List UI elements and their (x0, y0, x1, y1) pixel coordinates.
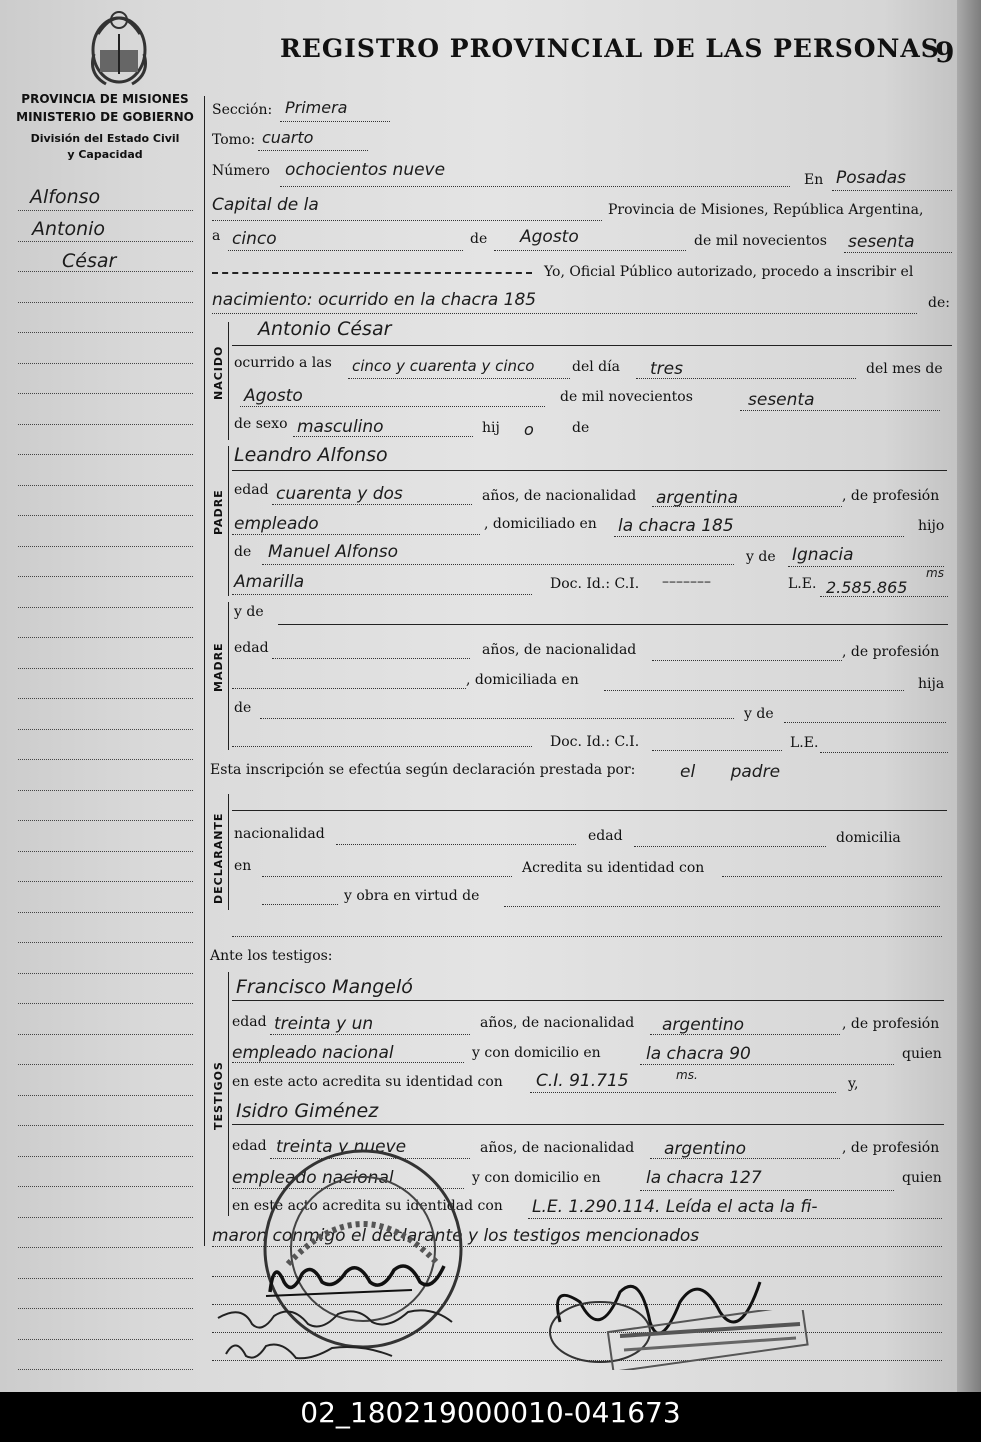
field-line (280, 121, 390, 122)
abuela-value: Ignacia (792, 545, 854, 565)
t1-y-label: y, (848, 1076, 859, 1092)
margin-rule-line (18, 485, 193, 486)
field-line (212, 313, 917, 314)
section-bracket (228, 602, 229, 750)
field-line (228, 250, 463, 251)
margin-rule-line (18, 881, 193, 882)
mes-nac-value: Agosto (244, 386, 303, 406)
sexo-label: de sexo (234, 416, 288, 432)
t1-edad-label: edad (232, 1014, 267, 1030)
ante-testigos-label: Ante los testigos: (210, 948, 333, 964)
margin-rule-line (18, 424, 193, 425)
t2-edad-label: edad (232, 1138, 267, 1154)
t1-quien-label: quien (902, 1046, 942, 1062)
anio-label: de mil novecientos (694, 233, 827, 249)
anio-nac-label: de mil novecientos (560, 389, 693, 405)
capital-value: Capital de la (212, 195, 319, 215)
padre-nombre: Leandro Alfonso (234, 444, 388, 466)
page-title: REGISTRO PROVINCIAL DE LAS PERSONAS (280, 34, 940, 63)
t1-dom-label: y con domicilio en (472, 1045, 601, 1061)
decl-dom-label: domicilia (836, 830, 901, 846)
form-divider (204, 96, 205, 1246)
field-line (272, 658, 470, 659)
padre-le-label: L.E. (788, 576, 817, 592)
field-line (212, 220, 602, 221)
hij-label: hij (482, 420, 500, 436)
margin-rule-line (18, 607, 193, 608)
field-line (262, 904, 338, 905)
field-line (650, 1158, 840, 1159)
t2-nac-label: años, de nacionalidad (480, 1140, 635, 1156)
margin-rule-line (18, 790, 193, 791)
margin-rule-line (18, 1247, 193, 1248)
madre-y-de-label: y de (234, 604, 264, 620)
t2-dom-value: la chacra 127 (646, 1168, 762, 1188)
tomo-value: cuarto (262, 128, 314, 147)
margin-rule-line (18, 454, 193, 455)
field-line (270, 1034, 470, 1035)
ocurrido-label: ocurrido a las (234, 355, 332, 371)
anio-value: sesenta (848, 232, 915, 252)
padre-edad-label: edad (234, 482, 269, 498)
tomo-label: Tomo: (212, 132, 256, 148)
en-label: En (804, 172, 824, 188)
padre-edad-value: cuarenta y dos (276, 484, 403, 504)
declaracion-value: el padre (680, 762, 781, 782)
margin-rule-line (18, 851, 193, 852)
madre-dom-label: , domiciliada en (466, 672, 579, 688)
margin-rule-line (18, 637, 193, 638)
field-line (232, 345, 952, 346)
field-line (652, 750, 782, 751)
margin-rule-line (18, 1156, 193, 1157)
hija-label: hija (918, 676, 945, 692)
field-line (788, 566, 944, 567)
testigos-section-label: TESTIGOS (212, 1061, 225, 1130)
t1-nac-label: años, de nacionalidad (480, 1015, 635, 1031)
margin-rule-line (18, 363, 193, 364)
field-line (232, 534, 480, 535)
abuelo-value: Manuel Alfonso (268, 542, 398, 562)
margin-rule-line (18, 973, 193, 974)
margin-rule-line (18, 759, 193, 760)
padre-ci-value: ––––––– (662, 574, 711, 590)
margin-rule-line (18, 546, 193, 547)
t1-prof-label: , de profesión (842, 1016, 940, 1032)
field-line (212, 272, 532, 274)
seccion-label: Sección: (212, 102, 273, 118)
firmas-testigos-icon (212, 1300, 472, 1368)
padre-prof-label: , de profesión (842, 488, 940, 504)
field-line (232, 746, 532, 747)
coat-of-arms-icon (86, 4, 152, 88)
padre-prof-value: empleado (234, 514, 319, 534)
margin-rule-line (18, 912, 193, 913)
mes-value: Agosto (520, 227, 579, 247)
margin-rule-line (18, 820, 193, 821)
field-line (722, 876, 942, 877)
field-line (262, 876, 512, 877)
field-line (634, 846, 826, 847)
field-line (280, 186, 790, 187)
field-line (262, 564, 734, 565)
field-line (494, 250, 686, 251)
field-line (272, 504, 472, 505)
margin-rule-line (18, 1095, 193, 1096)
hijo-label: hijo (918, 518, 945, 534)
anio-nac-value: sesenta (748, 390, 815, 410)
madre-prof-label: , de profesión (842, 644, 940, 660)
field-line (844, 252, 952, 253)
margin-rule-line (18, 302, 193, 303)
field-line (820, 752, 948, 753)
padre-dom-value: la chacra 185 (618, 516, 734, 536)
margin-rule-line (18, 1278, 193, 1279)
margin-rule-line (18, 576, 193, 577)
sello-funcionario-icon (600, 1310, 820, 1370)
section-bracket (228, 972, 229, 1216)
a-label: a (212, 228, 221, 244)
padre-doc-label: Doc. Id.: C.I. (550, 576, 640, 592)
testigo2-nombre: Isidro Giménez (236, 1100, 379, 1122)
en-value: Posadas (836, 168, 906, 188)
field-line (640, 1190, 894, 1191)
t2-prof-label: , de profesión (842, 1140, 940, 1156)
margin-rule-line (18, 1186, 193, 1187)
numero-label: Número (212, 163, 270, 179)
padre-de-label: de (234, 544, 252, 560)
field-line (740, 410, 940, 411)
numero-value: ochocientos nueve (285, 160, 446, 180)
padre-le-value: 2.585.865 (826, 578, 908, 597)
cierre-value: maron conmigo el declarante y los testigos mencionados (212, 1226, 700, 1246)
margin-given-name-2: César (62, 250, 117, 272)
padre-nac-label: años, de nacionalidad (482, 488, 637, 504)
abuela-value-2: Amarilla (234, 572, 305, 592)
field-line (232, 470, 947, 471)
page-edge (957, 0, 981, 1392)
field-line (832, 190, 952, 191)
section-bracket (228, 794, 229, 910)
testigo1-nombre: Francisco Mangeló (236, 976, 413, 998)
t1-edad-value: treinta y un (274, 1014, 374, 1034)
hora-value: cinco y cuarenta y cinco (352, 357, 535, 375)
madre-edad-label: edad (234, 640, 269, 656)
field-line (528, 1218, 942, 1219)
field-line (652, 506, 842, 507)
field-line (652, 660, 842, 661)
de-nac-label: de (572, 420, 590, 436)
field-line (232, 1124, 944, 1125)
sexo-value: masculino (297, 417, 384, 437)
nacido-section-label: NACIDO (212, 345, 225, 400)
field-line (260, 718, 734, 719)
field-line (336, 844, 576, 845)
decl-edad-label: edad (588, 828, 623, 844)
provincia-label: Provincia de Misiones, República Argentina, (608, 202, 924, 218)
padre-section-label: PADRE (212, 489, 225, 535)
t1-doc-note: ms. (676, 1068, 698, 1082)
field-line (784, 722, 946, 723)
madre-le-label: L.E. (790, 735, 819, 751)
field-line (650, 1034, 840, 1035)
madre-nac-label: años, de nacionalidad (482, 642, 637, 658)
t2-acredita-label: en este acto acredita su identidad con (232, 1198, 503, 1214)
t1-dom-value: la chacra 90 (646, 1044, 751, 1064)
section-bracket (228, 322, 229, 440)
madre-doc-label: Doc. Id.: C.I. (550, 734, 640, 750)
field-line (232, 594, 532, 595)
hij-value: o (524, 420, 534, 439)
field-line (530, 1092, 836, 1093)
field-line (232, 810, 947, 811)
section-bracket (228, 446, 229, 596)
t2-dom-label: y con domicilio en (472, 1170, 601, 1186)
firma-declarante-icon (262, 1252, 452, 1300)
t2-quien-label: quien (902, 1170, 942, 1186)
field-line (348, 378, 570, 379)
field-line (293, 436, 473, 437)
decl-en-label: en (234, 858, 252, 874)
image-id-footer: 02_180219000010-041673 (0, 1392, 981, 1442)
margin-rule-line (18, 1369, 193, 1370)
padre-le-note: ms (926, 566, 944, 580)
margin-rule-line (18, 668, 193, 669)
de-end-label: de: (928, 295, 950, 311)
margin-rule-line (18, 1034, 193, 1035)
t2-nac-value: argentino (664, 1139, 746, 1159)
margin-rule-line (18, 241, 193, 242)
margin-rule-line (18, 271, 193, 272)
field-line (636, 378, 856, 379)
margin-rule-line (18, 729, 193, 730)
hecho-value: nacimiento: ocurrido en la chacra 185 (212, 290, 537, 310)
padre-y-de-label: y de (746, 549, 776, 565)
decl-nac-label: nacionalidad (234, 826, 325, 842)
field-line (614, 536, 904, 537)
oficial-label: Yo, Oficial Público autorizado, procedo a inscribir el (544, 264, 914, 280)
province-label: PROVINCIA DE MISIONES (21, 92, 189, 106)
t1-nac-value: argentino (662, 1015, 744, 1035)
margin-rule-line (18, 1003, 193, 1004)
division-label-2: y Capacidad (67, 148, 143, 161)
margin-given-name: Antonio (32, 218, 106, 240)
margin-rule-line (18, 1064, 193, 1065)
margin-rule-line (18, 210, 193, 211)
margin-rule-line (18, 515, 193, 516)
de-label: de (470, 231, 488, 247)
field-line (604, 690, 904, 691)
dia-nac-value: tres (650, 359, 683, 379)
margin-rule-line (18, 942, 193, 943)
field-line (232, 688, 466, 689)
page-number: 9 (935, 36, 955, 69)
margin-rule-line (18, 332, 193, 333)
padre-dom-label: , domiciliado en (484, 516, 597, 532)
margin-rule-line (18, 1339, 193, 1340)
declarante-section-label: DECLARANTE (212, 812, 225, 904)
field-line (504, 906, 940, 907)
declaracion-label: Esta inscripción se efectúa según declaración prestada por: (210, 762, 636, 778)
field-line (258, 150, 368, 151)
decl-virtud-label: y obra en virtud de (344, 888, 480, 904)
del-dia-label: del día (572, 359, 620, 375)
seccion-value: Primera (285, 98, 348, 117)
madre-y-de2-label: y de (744, 706, 774, 722)
padre-nac-value: argentina (656, 488, 739, 508)
field-line (232, 1062, 464, 1063)
margin-surname: Alfonso (30, 186, 101, 208)
margin-rule-line (18, 1125, 193, 1126)
division-label: División del Estado Civil (30, 132, 180, 145)
decl-acredita-label: Acredita su identidad con (522, 860, 705, 876)
t2-edad-value: treinta y nueve (276, 1137, 407, 1157)
madre-de-label: de (234, 700, 252, 716)
dia-value: cinco (232, 229, 277, 249)
nacido-nombre: Antonio César (258, 318, 392, 340)
t1-doc-value: C.I. 91.715 (536, 1071, 629, 1091)
field-line (232, 1000, 944, 1001)
t2-doc-value: L.E. 1.290.114. Leída el acta la fi- (532, 1197, 818, 1217)
field-line (820, 596, 948, 597)
t1-acredita-label: en este acto acredita su identidad con (232, 1074, 503, 1090)
field-line (278, 624, 948, 625)
margin-rule-line (18, 393, 193, 394)
del-mes-label: del mes de (866, 361, 943, 377)
t1-prof-value: empleado nacional (232, 1043, 394, 1063)
field-line (640, 1064, 894, 1065)
margin-rule-line (18, 1217, 193, 1218)
t2-prof-value: empleado nacional (232, 1168, 394, 1188)
field-line (240, 406, 545, 407)
field-line (232, 936, 942, 937)
ministry-label: MINISTERIO DE GOBIERNO (16, 110, 194, 124)
margin-rule-line (18, 1308, 193, 1309)
madre-section-label: MADRE (212, 642, 225, 692)
margin-rule-line (18, 698, 193, 699)
